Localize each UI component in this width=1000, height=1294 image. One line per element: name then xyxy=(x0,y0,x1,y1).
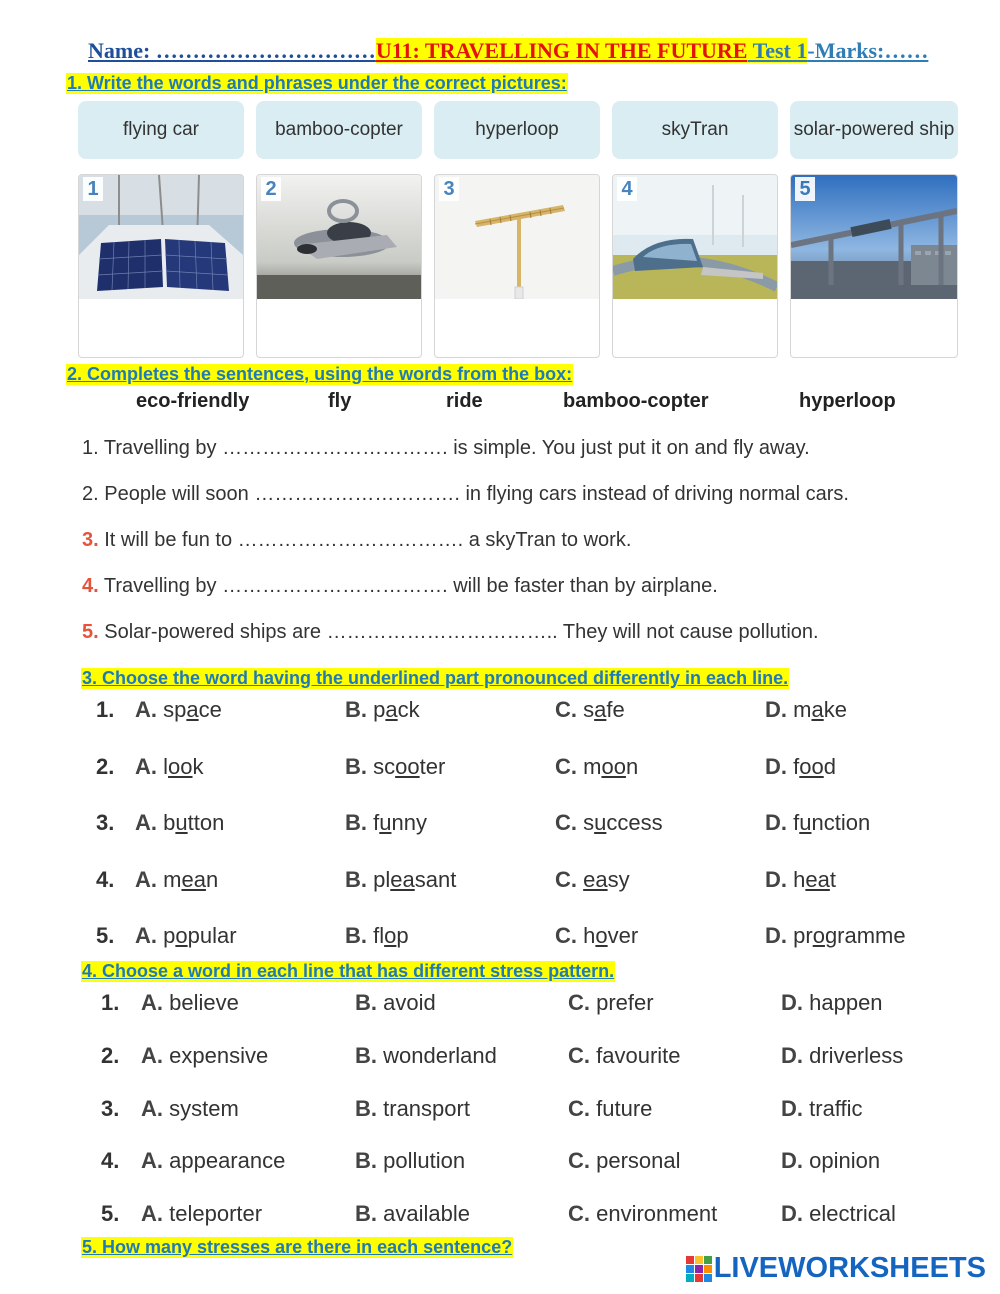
option-letter: C. xyxy=(568,1043,590,1068)
answer-option[interactable] xyxy=(568,990,654,1016)
section3-heading: 3. Choose the word having the underlined part pronounced differently in each line. xyxy=(82,668,789,688)
answer-option[interactable] xyxy=(781,990,883,1016)
word-part: ke xyxy=(823,697,847,722)
option-word: environment xyxy=(596,1201,718,1226)
answer-option[interactable] xyxy=(141,1043,268,1069)
option-word: electrical xyxy=(809,1201,896,1226)
solar-ship-image xyxy=(79,175,243,299)
option-letter: D. xyxy=(765,810,787,835)
word-part: m xyxy=(163,867,182,892)
underlined-part: oo xyxy=(168,754,193,779)
answer-option[interactable] xyxy=(555,867,630,893)
answer-option[interactable] xyxy=(555,923,638,949)
answer-option[interactable] xyxy=(765,923,906,949)
flying-car-image xyxy=(257,175,421,299)
answer-option[interactable] xyxy=(135,923,237,949)
underlined-part: a xyxy=(811,697,824,722)
underlined-part: o xyxy=(595,923,608,948)
question-number: 4. xyxy=(101,1148,120,1173)
sentence-4[interactable] xyxy=(82,575,718,598)
answer-option[interactable] xyxy=(141,1096,239,1122)
option-letter: C. xyxy=(555,697,577,722)
answer-option[interactable] xyxy=(345,754,445,780)
word-card-bamboo-copter[interactable]: bamboo-copter xyxy=(256,101,422,159)
word-part: d xyxy=(823,754,836,779)
answer-option[interactable] xyxy=(355,990,436,1016)
underlined-part: u xyxy=(379,810,392,835)
word-part: sy xyxy=(607,867,630,892)
option-letter: C. xyxy=(555,810,577,835)
word-part: ccess xyxy=(606,810,663,835)
option-letter: A. xyxy=(141,1043,163,1068)
answer-option[interactable] xyxy=(135,810,224,836)
question-number: 4. xyxy=(96,867,115,892)
answer-option[interactable] xyxy=(765,754,836,780)
word-part: n xyxy=(205,867,219,892)
option-word: favourite xyxy=(596,1043,681,1068)
word-part: ver xyxy=(607,923,639,948)
word-part: ce xyxy=(198,697,222,722)
sentence-text: Travelling by ……………………………. is simple. You just put it on and fly away. xyxy=(98,437,810,459)
question-number: 3. xyxy=(101,1096,120,1121)
word-part: sp xyxy=(163,697,187,722)
word-part: ck xyxy=(397,697,420,722)
word-card-hyperloop[interactable]: hyperloop xyxy=(434,101,600,159)
answer-option[interactable] xyxy=(555,810,663,836)
option-word: wonderland xyxy=(383,1043,497,1068)
box-word: ride xyxy=(446,390,483,412)
answer-option[interactable] xyxy=(568,1201,717,1227)
option-word: system xyxy=(169,1096,239,1121)
underlined-part: oo xyxy=(601,754,626,779)
option-letter: A. xyxy=(141,990,163,1015)
underlined-part: u xyxy=(594,810,607,835)
sentence-number: 1. xyxy=(82,437,99,459)
answer-option[interactable] xyxy=(355,1148,465,1174)
question-number: 3. xyxy=(96,810,115,835)
option-letter: D. xyxy=(765,923,787,948)
sentence-number: 2. xyxy=(82,483,99,505)
marks-field[interactable]: -Marks:…… xyxy=(807,38,929,63)
underlined-part: ea xyxy=(583,867,608,892)
underlined-part: o xyxy=(812,923,825,948)
worksheet-header xyxy=(88,38,928,64)
option-letter: D. xyxy=(765,867,787,892)
option-letter: D. xyxy=(781,990,803,1015)
underlined-part: oo xyxy=(395,754,420,779)
answer-option[interactable] xyxy=(141,1148,285,1174)
word-part: tton xyxy=(187,810,225,835)
option-word: opinion xyxy=(809,1148,881,1173)
answer-option[interactable] xyxy=(555,754,638,780)
option-letter: A. xyxy=(141,1201,163,1226)
option-word: driverless xyxy=(809,1043,904,1068)
answer-option[interactable] xyxy=(141,990,239,1016)
picture-number: 4 xyxy=(617,177,637,201)
word-part: s xyxy=(583,697,595,722)
answer-option[interactable] xyxy=(568,1043,681,1069)
picture-4 xyxy=(612,174,778,358)
option-letter: B. xyxy=(345,867,367,892)
option-letter: A. xyxy=(135,810,157,835)
word-part: s xyxy=(583,810,595,835)
word-part: m xyxy=(583,754,602,779)
option-letter: D. xyxy=(781,1043,803,1068)
word-part: ter xyxy=(419,754,446,779)
sentence-3[interactable] xyxy=(82,529,631,552)
picture-2 xyxy=(256,174,422,358)
name-field[interactable]: Name: ………………………… xyxy=(88,38,376,63)
sentence-number: 5. xyxy=(82,621,99,643)
picture-number: 3 xyxy=(439,177,459,201)
option-letter: D. xyxy=(765,754,787,779)
answer-option[interactable] xyxy=(568,1096,652,1122)
question-number: 1. xyxy=(96,697,115,722)
word-part: m xyxy=(793,697,812,722)
box-word: bamboo-copter xyxy=(563,390,709,412)
logo-text: LIVEWORKSHEETS xyxy=(713,1252,986,1284)
option-letter: D. xyxy=(765,697,787,722)
option-letter: B. xyxy=(355,1201,377,1226)
option-letter: B. xyxy=(355,990,377,1015)
sentence-text: Travelling by ……………………………. will be faster than by airplane. xyxy=(98,575,718,597)
word-part: sant xyxy=(414,867,457,892)
option-word: teleporter xyxy=(169,1201,263,1226)
answer-option[interactable] xyxy=(345,923,409,949)
option-word: prefer xyxy=(596,990,654,1015)
option-letter: B. xyxy=(345,810,367,835)
option-word: pollution xyxy=(383,1148,466,1173)
skytran-image xyxy=(791,175,957,299)
option-letter: C. xyxy=(568,990,590,1015)
answer-option[interactable] xyxy=(141,1201,262,1227)
word-part: pular xyxy=(187,923,237,948)
question-number: 5. xyxy=(96,923,115,948)
answer-option[interactable] xyxy=(781,1096,863,1122)
answer-option[interactable] xyxy=(568,1148,681,1174)
answer-option[interactable] xyxy=(355,1201,470,1227)
word-part: n xyxy=(625,754,639,779)
option-word: transport xyxy=(383,1096,470,1121)
picture-number: 1 xyxy=(83,177,103,201)
word-part: f xyxy=(793,810,800,835)
unit-title: U11: TRAVELLING IN THE FUTURE xyxy=(375,38,748,63)
word-part: p xyxy=(163,923,176,948)
option-letter: C. xyxy=(555,867,577,892)
answer-option[interactable] xyxy=(135,867,218,893)
option-letter: C. xyxy=(568,1096,590,1121)
picture-1 xyxy=(78,174,244,358)
option-word: believe xyxy=(169,990,239,1015)
sentence-2[interactable] xyxy=(82,483,849,506)
word-part: nction xyxy=(811,810,871,835)
word-part: f xyxy=(373,810,380,835)
answer-option[interactable] xyxy=(345,810,427,836)
option-letter: C. xyxy=(568,1201,590,1226)
word-part: h xyxy=(793,867,806,892)
underlined-part: oo xyxy=(799,754,824,779)
option-letter: B. xyxy=(355,1148,377,1173)
option-letter: B. xyxy=(355,1043,377,1068)
question-number: 5. xyxy=(101,1201,120,1226)
sentence-number: 4. xyxy=(82,575,99,597)
option-word: traffic xyxy=(809,1096,863,1121)
option-letter: C. xyxy=(568,1148,590,1173)
test-label: Test 1 xyxy=(747,38,808,63)
word-part: f xyxy=(793,754,800,779)
underlined-part: ea xyxy=(390,867,415,892)
box-word: hyperloop xyxy=(799,390,896,412)
option-letter: A. xyxy=(135,697,157,722)
word-part: gramme xyxy=(824,923,906,948)
option-letter: A. xyxy=(135,867,157,892)
underlined-part: o xyxy=(384,923,397,948)
underlined-part: ea xyxy=(805,867,830,892)
word-part: t xyxy=(829,867,836,892)
answer-option[interactable] xyxy=(135,754,204,780)
answer-option[interactable] xyxy=(781,1201,896,1227)
option-letter: D. xyxy=(781,1201,803,1226)
answer-option[interactable] xyxy=(781,1043,903,1069)
answer-option[interactable] xyxy=(355,1043,497,1069)
hyperloop-image xyxy=(613,175,777,299)
picture-5 xyxy=(790,174,958,358)
option-word: avoid xyxy=(383,990,436,1015)
sentence-text: Solar-powered ships are …………………………….. They will not cause pollution. xyxy=(98,621,819,643)
word-part: l xyxy=(163,754,169,779)
option-word: available xyxy=(383,1201,470,1226)
option-word: happen xyxy=(809,990,883,1015)
answer-option[interactable] xyxy=(135,697,222,723)
liveworksheets-logo xyxy=(686,1252,986,1285)
word-part: fe xyxy=(606,697,625,722)
answer-option[interactable] xyxy=(345,697,420,723)
section4-heading: 4. Choose a word in each line that has different stress pattern. xyxy=(82,961,615,981)
sentence-5[interactable] xyxy=(82,621,819,644)
answer-option[interactable] xyxy=(765,867,836,893)
sentence-number: 3. xyxy=(82,529,99,551)
answer-option[interactable] xyxy=(781,1148,880,1174)
sentence-text: People will soon …………………………. in flying cars instead of driving normal cars. xyxy=(98,483,849,505)
option-letter: D. xyxy=(781,1096,803,1121)
underlined-part: ea xyxy=(181,867,206,892)
picture-3 xyxy=(434,174,600,358)
section1-heading: 1. Write the words and phrases under the correct pictures: xyxy=(67,73,567,93)
word-part: nny xyxy=(391,810,427,835)
picture-number: 5 xyxy=(795,177,815,201)
underlined-part: a xyxy=(186,697,199,722)
word-part: k xyxy=(192,754,204,779)
underlined-part: o xyxy=(175,923,188,948)
word-part: pr xyxy=(793,923,813,948)
sentence-1[interactable] xyxy=(82,437,810,460)
word-card-skytran[interactable]: skyTran xyxy=(612,101,778,159)
section5-heading: 5. How many stresses are there in each sentence? xyxy=(82,1237,513,1257)
word-part: pl xyxy=(373,867,391,892)
option-letter: A. xyxy=(135,754,157,779)
section2-heading: 2. Completes the sentences, using the words from the box: xyxy=(67,364,573,384)
liveworksheets-icon xyxy=(686,1256,712,1282)
word-part: b xyxy=(163,810,176,835)
question-number: 1. xyxy=(101,990,120,1015)
answer-option[interactable] xyxy=(555,697,625,723)
question-number: 2. xyxy=(101,1043,120,1068)
option-word: appearance xyxy=(169,1148,286,1173)
answer-option[interactable] xyxy=(765,697,847,723)
bamboo-copter-image xyxy=(435,175,599,299)
box-word: fly xyxy=(328,390,352,412)
word-card-flying-car[interactable]: flying car xyxy=(78,101,244,159)
word-part: p xyxy=(373,697,386,722)
answer-option[interactable] xyxy=(355,1096,470,1122)
word-card-solar-powered-ship[interactable]: solar-powered ship xyxy=(790,101,958,159)
option-letter: A. xyxy=(141,1148,163,1173)
option-letter: D. xyxy=(781,1148,803,1173)
option-word: future xyxy=(596,1096,653,1121)
word-part: sc xyxy=(373,754,396,779)
box-word: eco-friendly xyxy=(136,390,250,412)
answer-option[interactable] xyxy=(345,867,456,893)
option-letter: A. xyxy=(135,923,157,948)
option-word: personal xyxy=(596,1148,681,1173)
option-letter: C. xyxy=(555,754,577,779)
answer-option[interactable] xyxy=(765,810,870,836)
underlined-part: u xyxy=(175,810,188,835)
underlined-part: u xyxy=(799,810,812,835)
word-part: h xyxy=(583,923,596,948)
option-letter: B. xyxy=(345,697,367,722)
underlined-part: a xyxy=(385,697,398,722)
picture-number: 2 xyxy=(261,177,281,201)
word-part: p xyxy=(396,923,409,948)
option-letter: A. xyxy=(141,1096,163,1121)
option-word: expensive xyxy=(169,1043,269,1068)
underlined-part: a xyxy=(594,697,607,722)
option-letter: C. xyxy=(555,923,577,948)
option-letter: B. xyxy=(345,923,367,948)
option-letter: B. xyxy=(345,754,367,779)
option-letter: B. xyxy=(355,1096,377,1121)
question-number: 2. xyxy=(96,754,115,779)
word-part: fl xyxy=(373,923,385,948)
sentence-text: It will be fun to ……………………………. a skyTran to work. xyxy=(98,529,632,551)
